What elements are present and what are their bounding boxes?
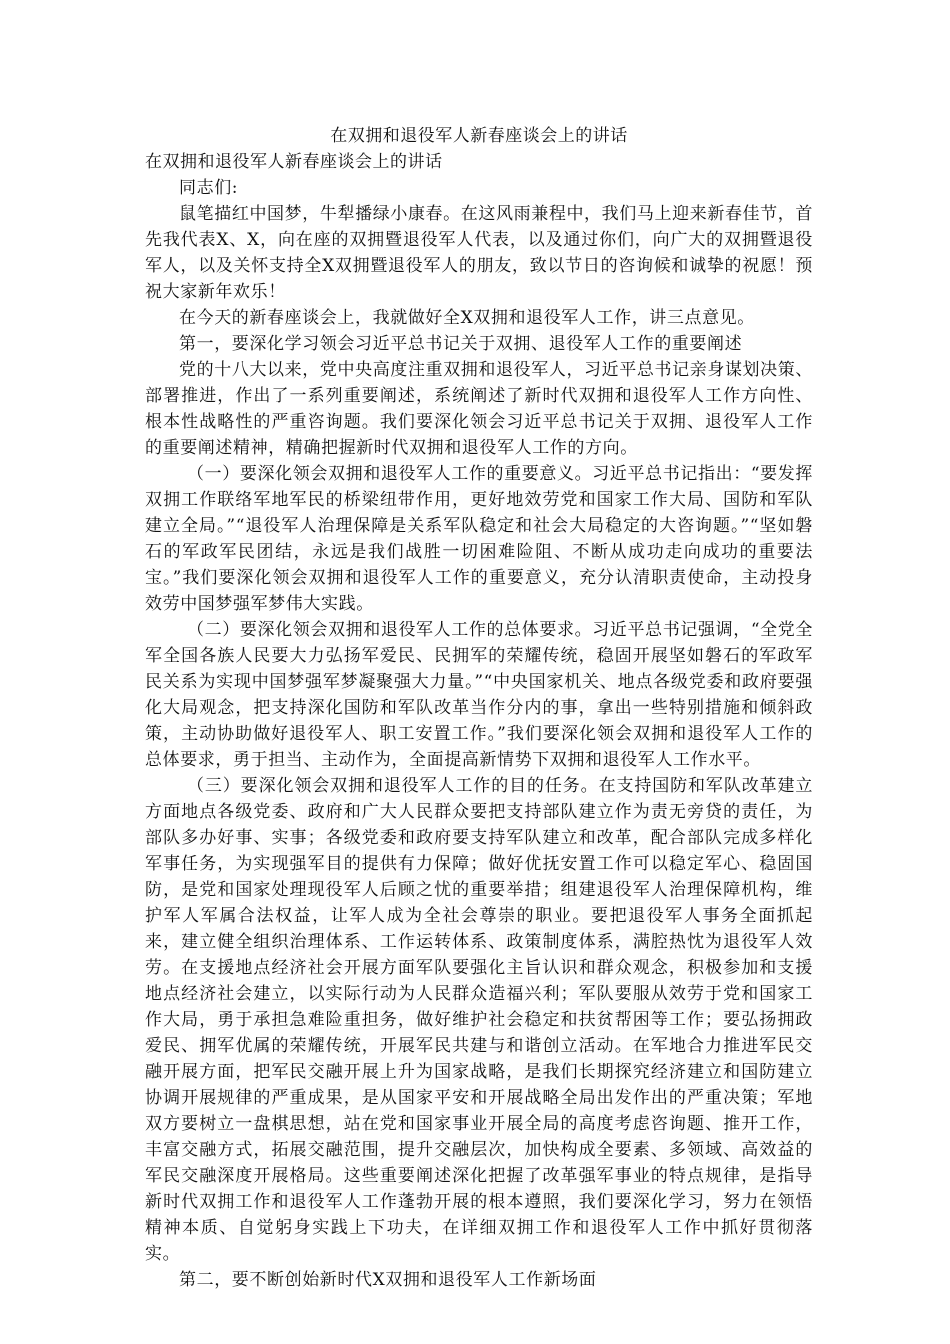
document-subtitle: 在双拥和退役军人新春座谈会上的讲话 bbox=[145, 152, 443, 172]
paragraph-item-three: （三）要深化领会双拥和退役军人工作的目的任务。在支持国防和军队改革建立方面地点各级党委、政府和广大人民群众要把支持部队建立作为责无旁贷的责任，为部队多办好事、实事；各级党委和政府要支持军队建立和改革，配合部队完成多样化军事任务，为实现强军目的提供有力保障；做好优抚安置工作可以稳定军心、稳固国防，是党和国家处理现役军人后顾之忧的重要举措；组建退役军人治理保障机构，维护军人军属合法权益，让军人成为全社会尊崇的职业。要把退役军人事务全面抓起来，建立健全组织治理体系、工作运转体系、政策制度体系，满腔热忱为退役军人效劳。在支援地点经济社会开展方面军队要强化主旨认识和群众观念，积极参加和支援地点经济社会建立，以实际行动为人民群众造福兴利；军队要服从效劳于党和国家工作大局，勇于承担急难险重担务，做好维护社会稳定和扶贫帮困等工作；要弘扬拥政爱民、拥军优属的荣耀传统，开展军民共建与和谐创立活动。在军地合力推进军民交融开展方面，把军民交融开展上升为国家战略，是我们长期探究经济建立和国防建立协调开展规律的严重成果，是从国家平安和开展战略全局出发作出的严重决策；军地双方要树立一盘棋思想，站在党和国家事业开展全局的高度考虑咨询题、推开工作，丰富交融方式，拓展交融范围，提升交融层次，加快构成全要素、多领域、高效益的军民交融深度开展格局。这些重要阐述深化把握了改革强军事业的特点规律，是指导新时代双拥工作和退役军人工作蓬勃开展的根本遵照，我们要深化学习，努力在领悟精神本质、自觉躬身实践上下功夫，在详细双拥工作和退役军人工作中抓好贯彻落实。 bbox=[145, 776, 813, 1264]
paragraph-section-one: 党的十八大以来，党中央高度注重双拥和退役军人，习近平总书记亲身谋划决策、部署推进，作出了一系列重要阐述，系统阐述了新时代双拥和退役军人工作方向性、根本性战略性的严重咨询题。我们要深化领会习近平总书记关于双拥、退役军人工作的重要阐述精神，精确把握新时代双拥和退役军人工作的方向。 bbox=[145, 360, 813, 458]
paragraph-salutation: 同志们: bbox=[179, 178, 239, 198]
document-title: 在双拥和退役军人新春座谈会上的讲话 bbox=[330, 126, 628, 146]
paragraph-greeting: 鼠笔描红中国梦，牛犁播绿小康春。在这风雨兼程中，我们马上迎来新春佳节，首先我代表X、X，向在座的双拥暨退役军人代表，以及通过你们，向广大的双拥暨退役军人，以及关怀支持全X双拥暨退役军人的朋友，致以节日的咨询候和诚挚的祝愿！预祝大家新年欢乐！ bbox=[145, 204, 813, 302]
section-heading-second: 第二，要不断创始新时代X双拥和退役军人工作新场面 bbox=[179, 1270, 597, 1290]
document-body bbox=[145, 123, 813, 1293]
paragraph-item-two: （二）要深化领会双拥和退役军人工作的总体要求。习近平总书记强调，“全党全军全国各族人民要大力弘扬军爱民、民拥军的荣耀传统，稳固开展坚如磐石的军政军民关系为实现中国梦强军梦凝聚强大力量。”“中央国家机关、地点各级党委和政府要强化大局观念，把支持深化国防和军队改革当作分内的事，拿出一些特别措施和倾斜政策，主动协助做好退役军人、职工安置工作。”我们要深化领会双拥和退役军人工作的总体要求，勇于担当、主动作为，全面提高新情势下双拥和退役军人工作水平。 bbox=[145, 620, 813, 770]
section-heading-first: 第一，要深化学习领会习近平总书记关于双拥、退役军人工作的重要阐述 bbox=[179, 334, 743, 354]
paragraph-intro: 在今天的新春座谈会上，我就做好全X双拥和退役军人工作，讲三点意见。 bbox=[179, 308, 755, 328]
paragraph-item-one: （一）要深化领会双拥和退役军人工作的重要意义。习近平总书记指出：“要发挥双拥工作联络军地军民的桥梁纽带作用，更好地效劳党和国家工作大局、国防和军队建立全局。”“退役军人治理保障是关系军队稳定和社会大局稳定的大咨询题。”“坚如磐石的军政军民团结，永远是我们战胜一切困难险阻、不断从成功走向成功的重要法宝。”我们要深化领会双拥和退役军人工作的重要意义，充分认清职责使命，主动投身效劳中国梦强军梦伟大实践。 bbox=[145, 464, 813, 614]
